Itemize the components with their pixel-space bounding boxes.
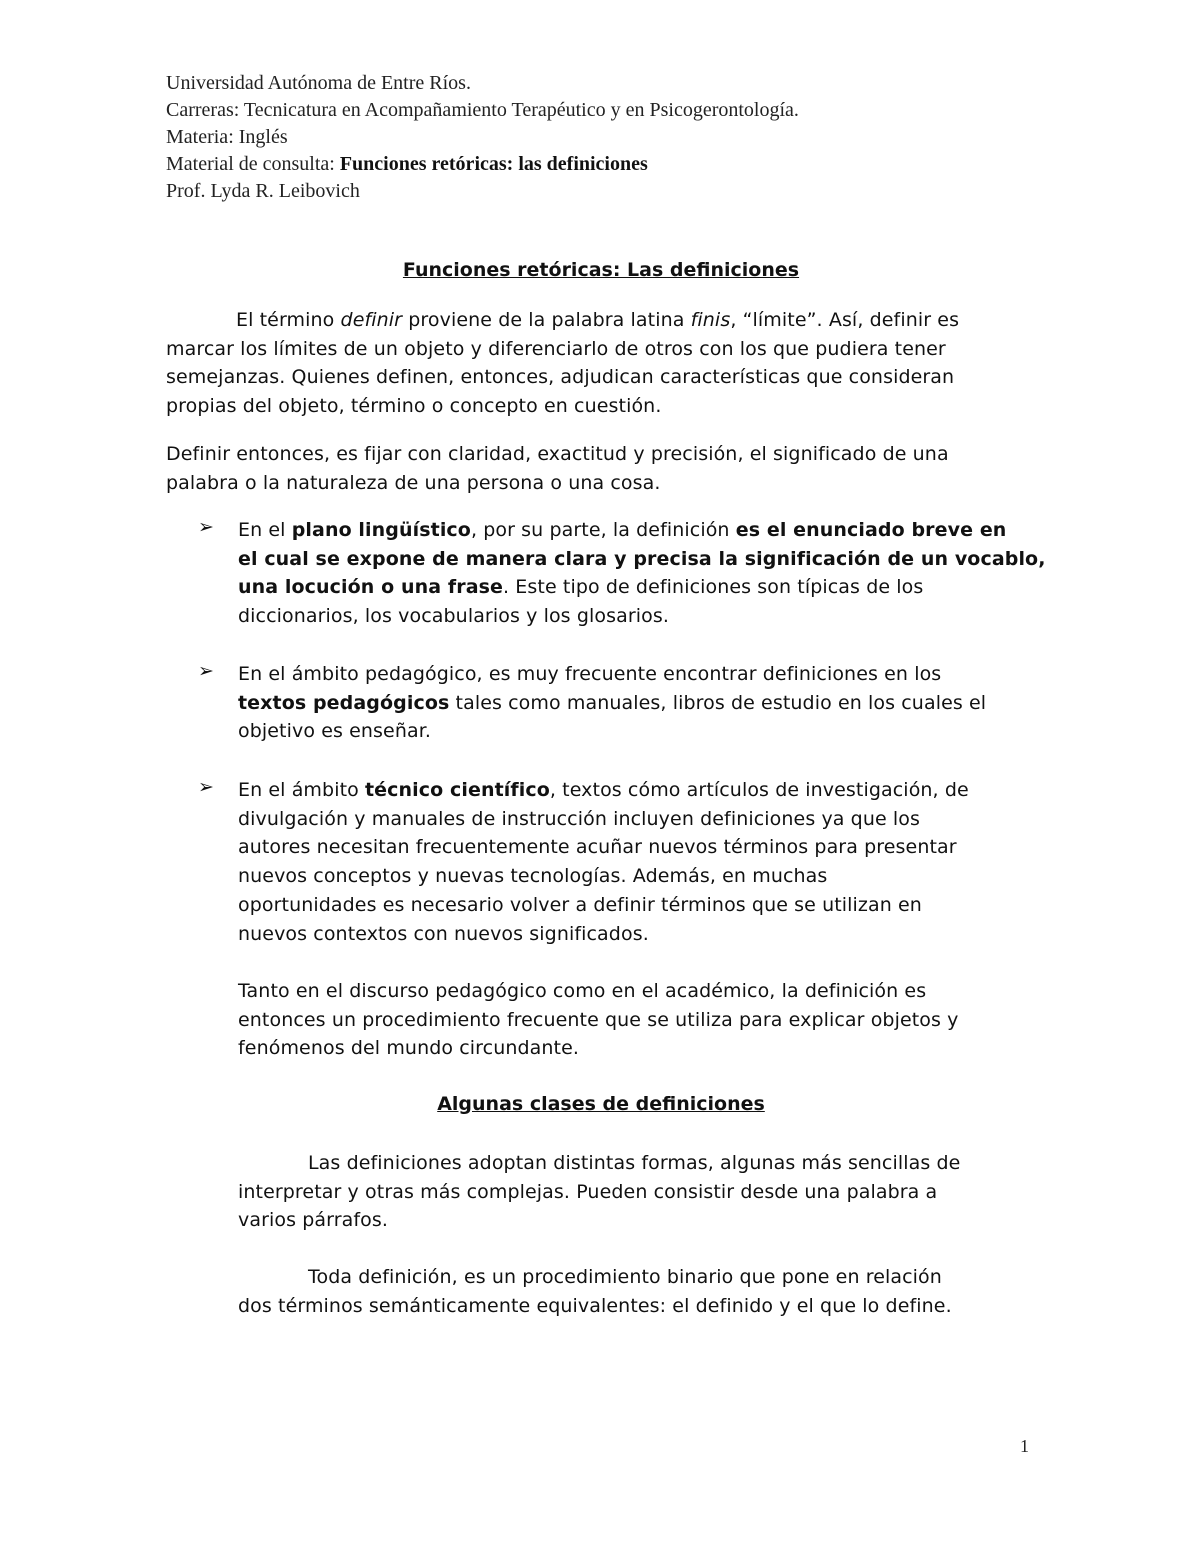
text-span: Las definiciones adoptan distintas formas, algunas más sencillas de [308, 1152, 961, 1174]
bullet-1-line-2: el cual se expone de manera clara y precisa la significación de un vocablo, [238, 547, 1046, 570]
text-span: . Este tipo de definiciones son típicas de los [503, 576, 924, 599]
bullet-arrow-icon: ➢ [198, 660, 214, 682]
bullet-3-line-2: divulgación y manuales de instrucción incluyen definiciones ya que los [238, 807, 921, 830]
bullet-1-line-4: diccionarios, los vocabularios y los glosarios. [238, 605, 669, 628]
text-span: , textos cómo artículos de investigación, de [549, 779, 969, 801]
paragraph-1-line-1 [166, 306, 959, 335]
text-span: En el ámbito [238, 779, 365, 801]
bullet-3-line-5: oportunidades es necesario volver a definir términos que se utilizan en [238, 893, 922, 916]
paragraph-2-line-1: Definir entonces, es fijar con claridad, exactitud y precisión, el significado de una [166, 443, 949, 465]
italic-term-finis: finis [690, 309, 731, 331]
text-span: , por su parte, la definición [470, 519, 736, 541]
bullet-2-line-1: En el ámbito pedagógico, es muy frecuente encontrar definiciones en los [238, 663, 942, 685]
paragraph-4-line-1 [238, 1149, 960, 1178]
text-span: proviene de la palabra latina [402, 309, 691, 331]
paragraph-2 [166, 440, 949, 497]
professor-line: Prof. Lyda R. Leibovich [166, 180, 360, 202]
bullet-2-line-3: objetivo es enseñar. [238, 720, 432, 743]
paragraph-2-line-2: palabra o la naturaleza de una persona o una cosa. [166, 471, 661, 494]
paragraph-3-line-1: Tanto en el discurso pedagógico como en el académico, la definición es [238, 980, 927, 1002]
bullet-3-line-3: autores necesitan frecuentemente acuñar nuevos términos para presentar [238, 836, 957, 859]
text-span: En el [238, 519, 292, 541]
paragraph-4-line-3: varios párrafos. [238, 1209, 389, 1232]
paragraph-1-line-4: propias del objeto, término o concepto en cuestión. [166, 395, 662, 418]
italic-term-definir: definir [340, 309, 403, 331]
paragraph-4-line-2: interpretar y otras más complejas. Pueden consistir desde una palabra a [238, 1180, 938, 1203]
bullet-1-line-3 [238, 573, 1046, 602]
material-title: Funciones retóricas: las definiciones [339, 153, 648, 175]
material-line [166, 151, 799, 178]
paragraph-4 [238, 1149, 960, 1235]
paragraph-3-line-2: entonces un procedimiento frecuente que se utiliza para explicar objetos y [238, 1008, 959, 1031]
section-title: Algunas clases de definiciones [437, 1093, 765, 1115]
careers-line: Carreras: Tecnicatura en Acompañamiento Terapéutico y en Psicogerontología. [166, 99, 799, 121]
page-title: Funciones retóricas: Las definiciones [402, 259, 800, 281]
paragraph-5 [238, 1263, 952, 1320]
text-span: , “límite”. Así, definir es [730, 309, 960, 331]
bullet-arrow-icon: ➢ [198, 776, 214, 798]
bold-term: una locución o una frase [238, 576, 504, 599]
text-span: tales como manuales, libros de estudio en los cuales el [449, 691, 987, 714]
document-header [166, 70, 799, 205]
university-line: Universidad Autónoma de Entre Ríos. [166, 72, 471, 94]
paragraph-1 [166, 306, 959, 421]
bullet-3-line-4: nuevos conceptos y nuevas tecnologías. Además, en muchas [238, 865, 828, 888]
paragraph-3-line-3: fenómenos del mundo circundante. [238, 1037, 580, 1060]
paragraph-1-line-3: semejanzas. Quienes definen, entonces, adjudican características que consideran [166, 366, 955, 389]
bold-term: plano lingüístico [291, 519, 471, 541]
bullet-item-3 [238, 776, 969, 948]
text-span: El término [236, 309, 341, 331]
page-number: 1 [1020, 1436, 1029, 1456]
paragraph-3 [238, 977, 959, 1063]
bullet-item-2 [238, 660, 986, 746]
bullet-3-line-6: nuevos contextos con nuevos significados. [238, 922, 649, 945]
bullet-3-line-1 [238, 776, 969, 805]
material-label: Material de consulta: [166, 153, 340, 175]
bold-term: técnico científico [365, 779, 550, 801]
bullet-arrow-icon: ➢ [198, 516, 214, 538]
bullet-2-line-2 [238, 689, 986, 718]
bold-term: textos pedagógicos [238, 691, 450, 714]
subject-line: Materia: Inglés [166, 126, 288, 148]
bullet-1-line-1 [238, 516, 1046, 545]
bold-term: es el enunciado breve en [735, 519, 1007, 541]
paragraph-5-line-2: dos términos semánticamente equivalentes: el definido y el que lo define. [238, 1294, 952, 1317]
paragraph-5-line-1 [238, 1263, 952, 1292]
text-span: Toda definición, es un procedimiento binario que pone en relación [308, 1266, 942, 1288]
bullet-item-1 [238, 516, 1046, 631]
paragraph-1-line-2: marcar los límites de un objeto y diferenciarlo de otros con los que pudiera tener [166, 337, 946, 360]
